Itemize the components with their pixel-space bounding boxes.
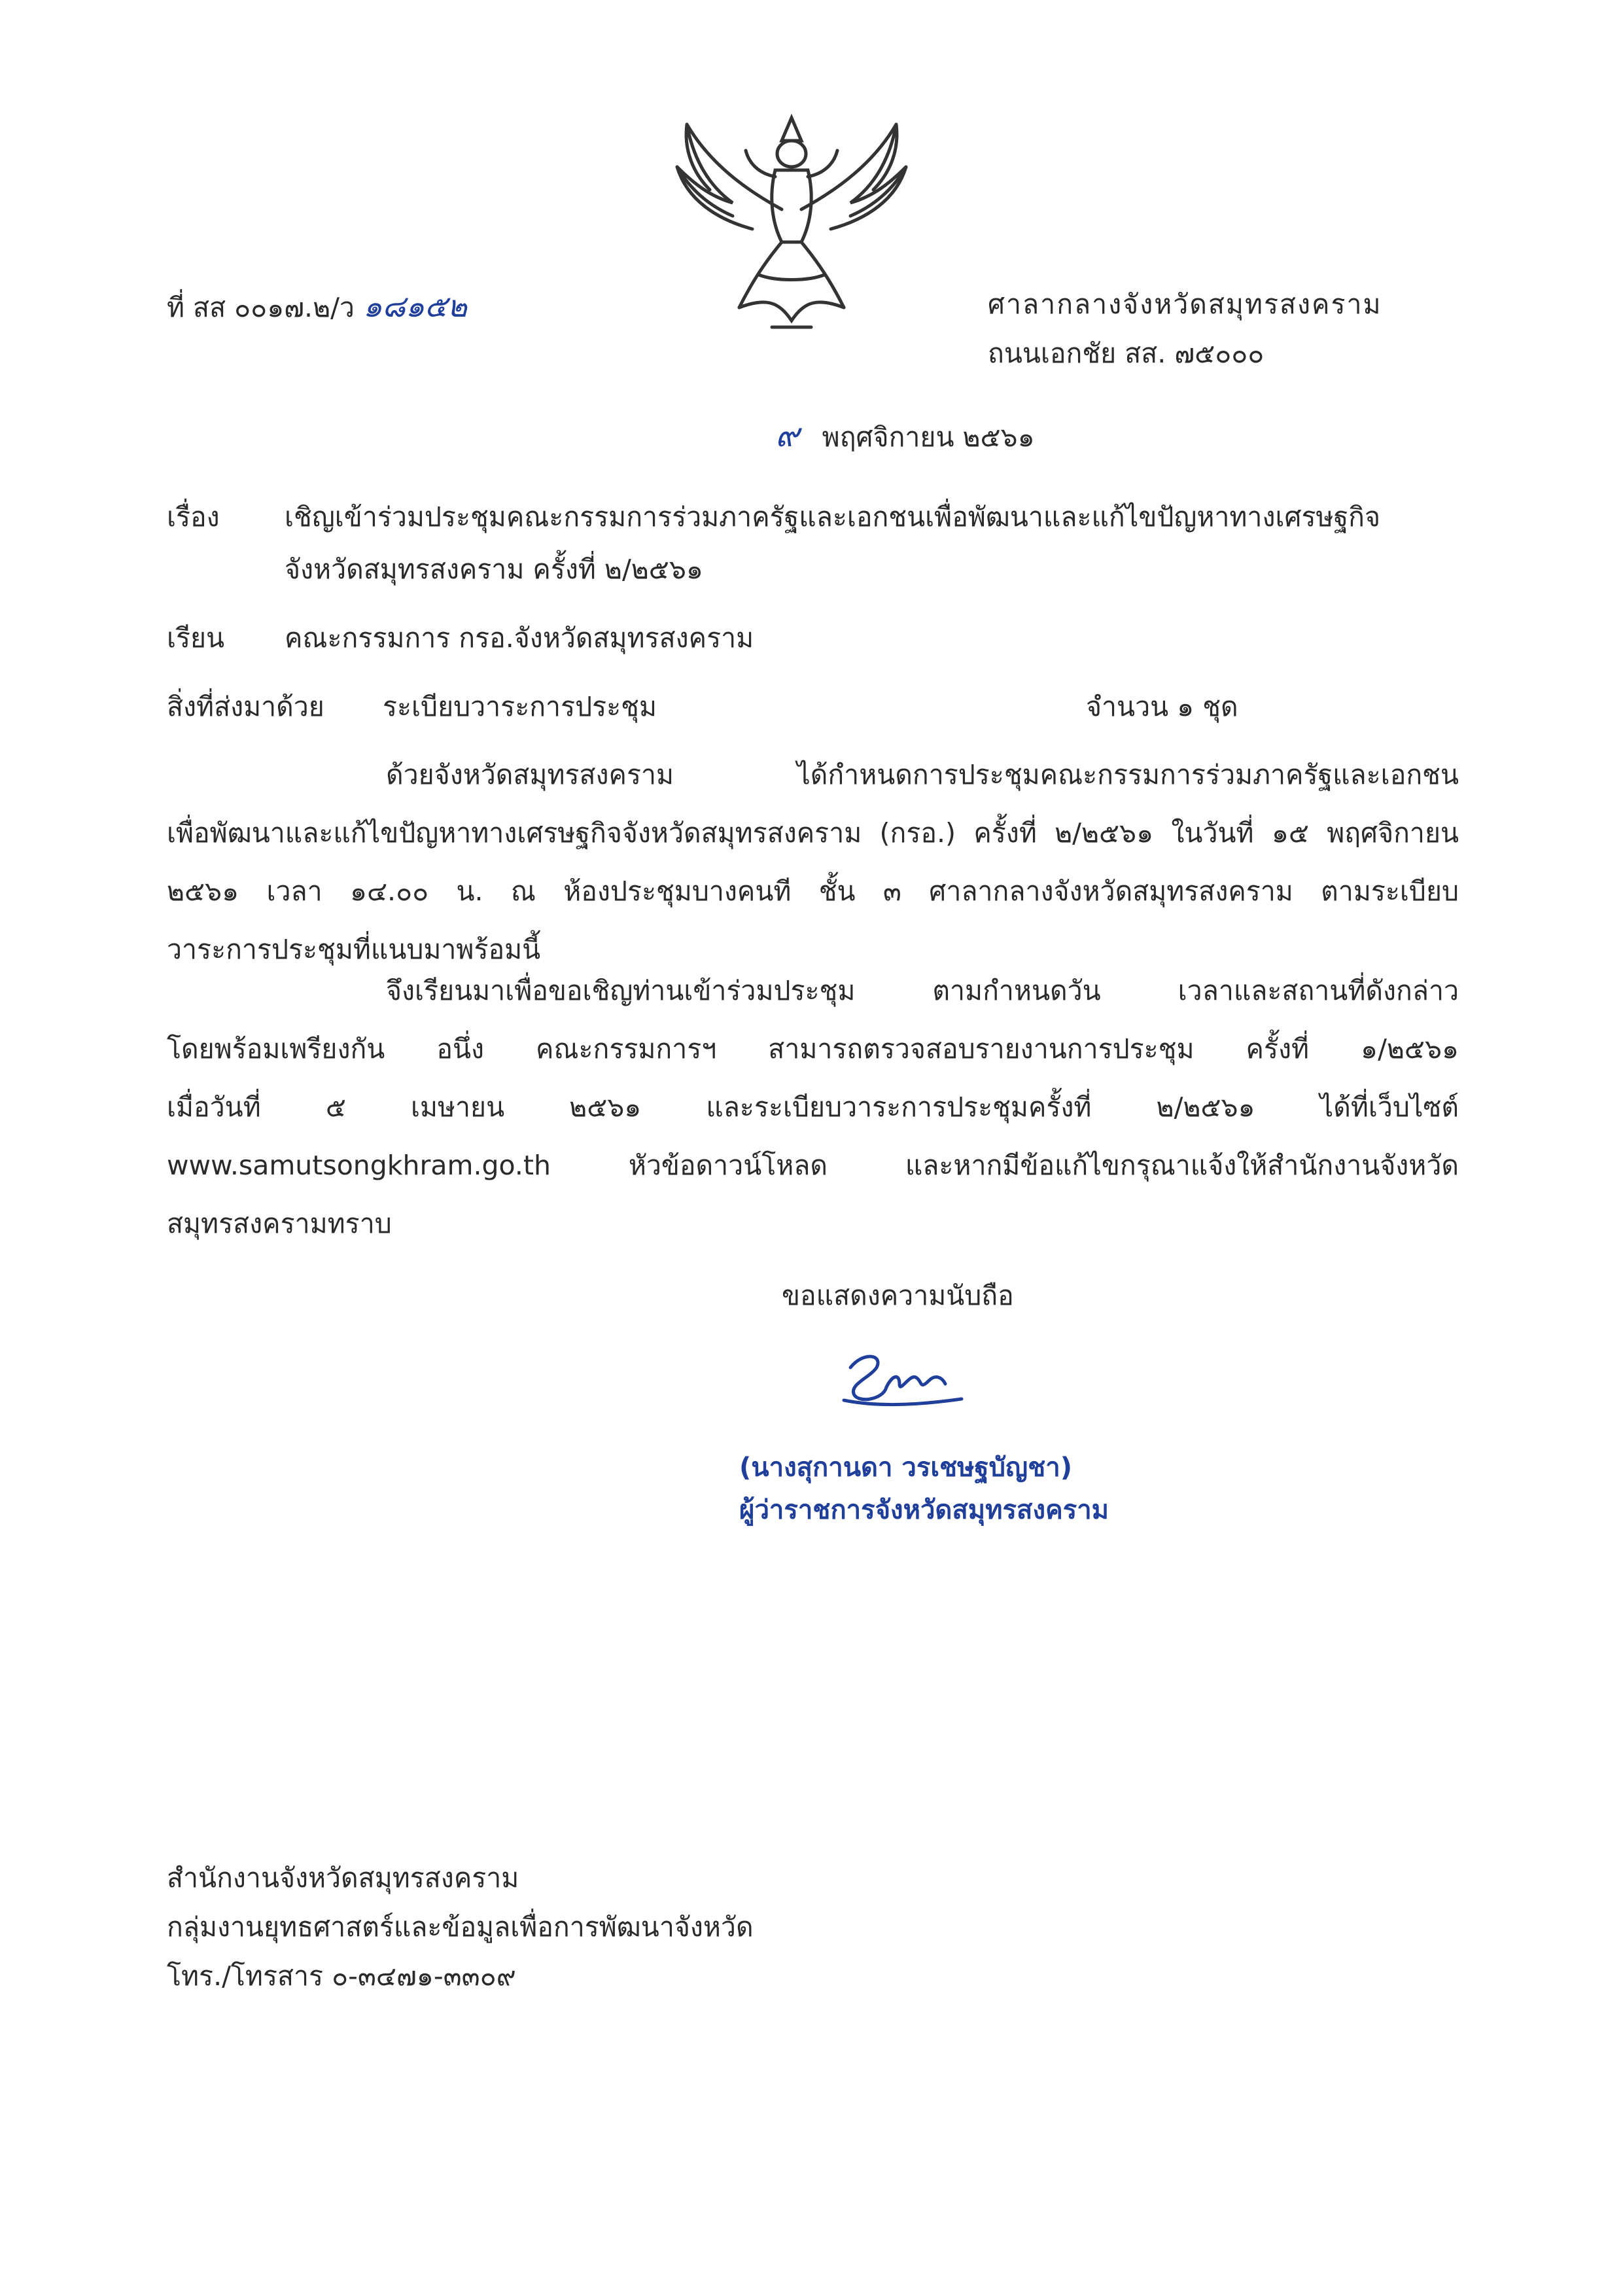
subject-label: เรื่อง [167,501,220,533]
paragraph-1-line: ๒๕๖๑ เวลา ๑๔.๐๐ น. ณ ห้องประชุมบางคนที ชั้น ๓ ศาลากลางจังหวัดสมุทรสงคราม ตามระเบียบ [167,875,1459,907]
office-name: ศาลากลางจังหวัดสมุทรสงคราม [988,289,1382,320]
reference-line [167,289,468,324]
recipient-value: คณะกรรมการ กรอ.จังหวัดสมุทรสงคราม [285,622,754,654]
signer-name: (นางสุกานดา วรเชษฐบัญชา) [739,1453,1072,1483]
letter-date [775,416,1035,454]
enclosure-item: ระเบียบวาระการประชุม [383,691,657,722]
recipient-label: เรียน [167,622,225,654]
enclosure-label: สิ่งที่ส่งมาด้วย [167,691,324,722]
footer-division: กลุ่มงานยุทธศาสตร์และข้อมูลเพื่อการพัฒนาจังหวัด [167,1911,754,1943]
paragraph-2-line: www.samutsongkhram.go.th หัวข้อดาวน์โหลด และหากมีข้อแก้ไขกรุณาแจ้งให้สำนักงานจังหวัด [167,1150,1459,1181]
paragraph-1-line: วาระการประชุมที่แนบมาพร้อมนี้ [167,934,541,965]
paragraph-2-line: จึงเรียนมาเพื่อขอเชิญท่านเข้าร่วมประชุม ตามกำหนดวัน เวลาและสถานที่ดังกล่าว [386,975,1459,1006]
date-day-handwritten: ๙ [775,416,799,454]
date-month-year: พฤศจิกายน ๒๕๖๑ [822,421,1035,453]
footer-phone: โทร./โทรสาร ๐-๓๔๗๑-๓๓๐๙ [167,1960,516,1992]
enclosure-quantity: จำนวน ๑ ชุด [1086,691,1238,722]
reference-prefix: ที่ สส ๐๐๑๗.๒/ว [167,292,355,323]
office-address: ถนนเอกชัย สส. ๗๕๐๐๐ [988,338,1265,369]
body-paragraph-2 [167,962,1459,1253]
closing-salutation: ขอแสดงความนับถือ [782,1280,1014,1311]
garuda-emblem-icon [648,111,935,340]
body-paragraph-1 [167,746,1459,979]
signature-icon [837,1348,968,1413]
footer-office: สำนักงานจังหวัดสมุทรสงคราม [167,1862,519,1894]
reference-number-handwritten: ๑๘๑๕๒ [363,289,468,324]
subject-line-2: จังหวัดสมุทรสงคราม ครั้งที่ ๒/๒๕๖๑ [285,554,703,585]
paragraph-1-line: ด้วยจังหวัดสมุทรสงคราม ได้กำหนดการประชุมคณะกรรมการร่วมภาครัฐและเอกชน [386,759,1459,790]
subject-line-1: เชิญเข้าร่วมประชุมคณะกรรมการร่วมภาครัฐและเอกชนเพื่อพัฒนาและแก้ไขปัญหาทางเศรษฐกิจ [285,501,1381,533]
paragraph-1-line: เพื่อพัฒนาและแก้ไขปัญหาทางเศรษฐกิจจังหวัดสมุทรสงคราม (กรอ.) ครั้งที่ ๒/๒๕๖๑ ในวันที่ ๑๕ พฤศจิกายน [167,817,1459,849]
signer-title: ผู้ว่าราชการจังหวัดสมุทรสงคราม [739,1495,1109,1525]
paragraph-2-line: สมุทรสงครามทราบ [167,1208,392,1239]
paragraph-2-line: เมื่อวันที่ ๕ เมษายน ๒๕๖๑ และระเบียบวาระการประชุมครั้งที่ ๒/๒๕๖๑ ได้ที่เว็บไซต์ [167,1091,1459,1123]
paragraph-2-line: โดยพร้อมเพรียงกัน อนึ่ง คณะกรรมการฯ สามารถตรวจสอบรายงานการประชุม ครั้งที่ ๑/๒๕๖๑ [167,1033,1459,1065]
